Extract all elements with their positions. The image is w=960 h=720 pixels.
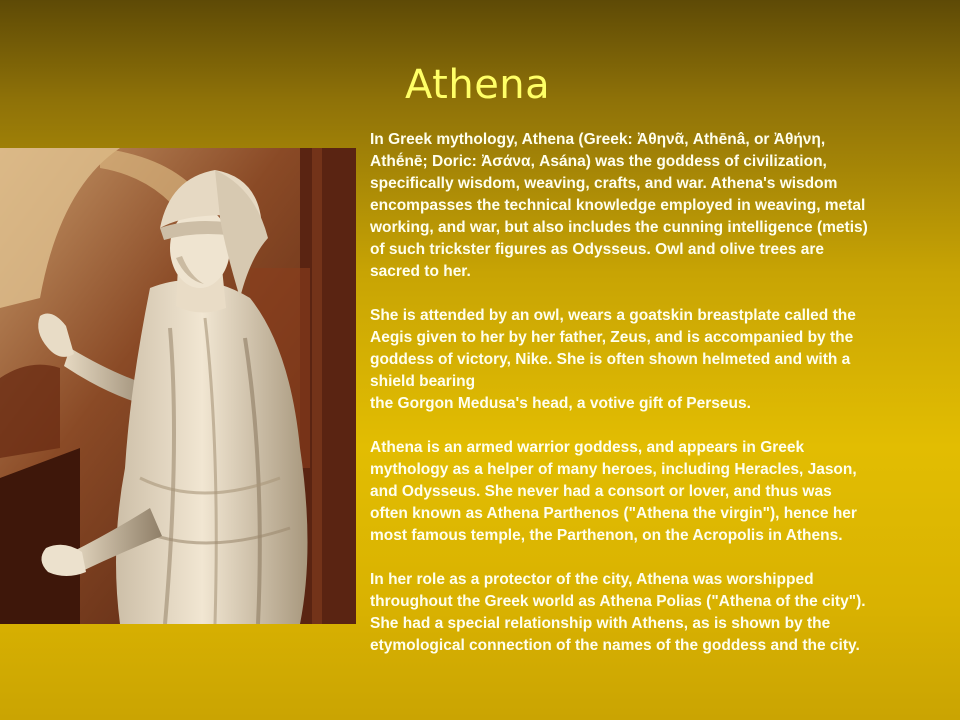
paragraph-intro bbox=[370, 129, 960, 283]
text-line: specifically wisdom, weaving, crafts, and war. Athena's wisdom bbox=[370, 175, 838, 192]
text-line: of such trickster figures as Odysseus. Owl and olive trees are bbox=[370, 241, 824, 258]
paragraph-warrior bbox=[370, 437, 960, 547]
text-line: mythology as a helper of many heroes, including Heracles, Jason, bbox=[370, 461, 857, 478]
text-line: She is attended by an owl, wears a goatskin breastplate called the bbox=[370, 307, 856, 324]
text-line: and Odysseus. She never had a consort or lover, and thus was bbox=[370, 483, 832, 500]
text-line: working, and war, but also includes the cunning intelligence (metis) bbox=[370, 219, 868, 236]
text-line: most famous temple, the Parthenon, on the Acropolis in Athens. bbox=[370, 527, 843, 544]
text-line: the Gorgon Medusa's head, a votive gift of Perseus. bbox=[370, 395, 751, 412]
text-line: She had a special relationship with Athens, as is shown by the bbox=[370, 615, 831, 632]
text-line: often known as Athena Parthenos ("Athena the virgin"), hence her bbox=[370, 505, 857, 522]
text-line: etymological connection of the names of the goddess and the city. bbox=[370, 637, 860, 654]
text-line: In her role as a protector of the city, Athena was worshipped bbox=[370, 571, 814, 588]
paragraph-attributes bbox=[370, 305, 960, 415]
text-line: goddess of victory, Nike. She is often shown helmeted and with a bbox=[370, 351, 851, 368]
text-line: In Greek mythology, Athena (Greek: Ἀθηνᾶ, Athēnâ, or Ἀθήνη, bbox=[370, 131, 826, 148]
text-line: throughout the Greek world as Athena Polias ("Athena of the city"). bbox=[370, 593, 866, 610]
text-line: sacred to her. bbox=[370, 263, 471, 280]
athena-statue-photo bbox=[0, 148, 356, 624]
paragraph-protector bbox=[370, 569, 960, 657]
text-line: Aegis given to her by her father, Zeus, and is accompanied by the bbox=[370, 329, 854, 346]
body-text bbox=[370, 129, 960, 679]
text-line: encompasses the technical knowledge employed in weaving, metal bbox=[370, 197, 866, 214]
slide-title: Athena bbox=[405, 62, 551, 108]
text-line: shield bearing bbox=[370, 373, 476, 390]
text-line: Athḗnē; Doric: Ἀσάνα, Asána) was the goddess of civilization, bbox=[370, 153, 827, 170]
text-line: Athena is an armed warrior goddess, and appears in Greek bbox=[370, 439, 805, 456]
